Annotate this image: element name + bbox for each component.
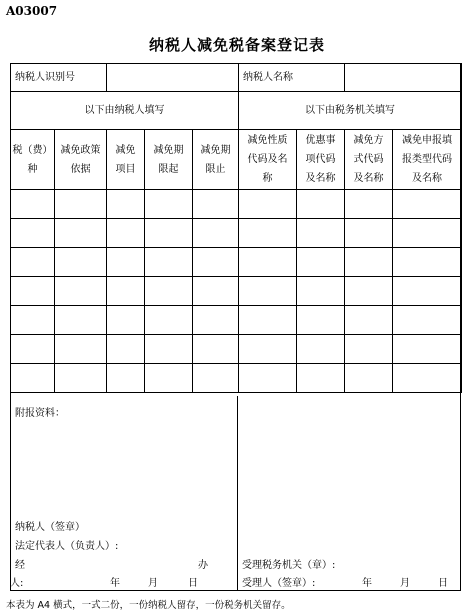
cell-input[interactable] [193,219,239,248]
taxpayer-id-field[interactable] [107,64,239,92]
footnote: 本表为 A4 横式，一式二份，一份纳税人留存，一份税务机关留存。 [6,600,291,611]
cell-input[interactable] [11,219,55,248]
col-method-code: 减免方 式代码 及名称 [345,130,393,190]
cell-input[interactable] [297,306,345,335]
cell-input[interactable] [107,335,145,364]
form-title: 纳税人减免税备案登记表 [148,36,325,54]
cell-input[interactable] [11,190,55,219]
cell-input[interactable] [393,190,462,219]
registration-table [10,63,462,393]
cell-input[interactable] [193,277,239,306]
col-declaration-type-code: 减免申报填 报类型代码 及名称 [393,130,462,190]
cell-input[interactable] [393,277,462,306]
cell-input[interactable] [239,248,297,277]
cell-input[interactable] [55,306,107,335]
legal-rep-label: 法定代表人（负责人）: [15,541,119,552]
cell-input[interactable] [239,190,297,219]
col-period-end: 减免期 限止 [193,130,239,190]
attachments-label: 附报资料： [15,408,65,419]
cell-input[interactable] [11,364,55,393]
cell-input[interactable] [239,335,297,364]
cell-input[interactable] [107,364,145,393]
cell-input[interactable] [297,248,345,277]
office-day: 日 [438,578,448,589]
office-year: 年 [362,578,372,589]
cell-input[interactable] [345,219,393,248]
cell-input[interactable] [145,335,193,364]
taxpayer-year: 年 [110,578,120,589]
cell-input[interactable] [345,364,393,393]
cell-input[interactable] [193,306,239,335]
cell-input[interactable] [393,219,462,248]
col-reduction-item: 减免 项目 [107,130,145,190]
taxpayer-day: 日 [188,578,198,589]
cell-input[interactable] [193,190,239,219]
cell-input[interactable] [11,335,55,364]
cell-input[interactable] [145,306,193,335]
col-policy-basis: 减免政策 依据 [55,130,107,190]
cell-input[interactable] [297,335,345,364]
cell-input[interactable] [145,190,193,219]
cell-input[interactable] [193,335,239,364]
cell-input[interactable] [193,248,239,277]
cell-input[interactable] [239,277,297,306]
cell-input[interactable] [11,248,55,277]
form-code: A03007 [6,4,58,18]
col-period-start: 减免期 限起 [145,130,193,190]
cell-input[interactable] [239,364,297,393]
cell-input[interactable] [107,219,145,248]
cell-input[interactable] [11,277,55,306]
handler-label-end: 办 [198,560,208,571]
cell-input[interactable] [393,248,462,277]
cell-input[interactable] [107,248,145,277]
cell-input[interactable] [297,364,345,393]
section-taxpayer-fill: 以下由纳税人填写 [11,92,239,130]
cell-input[interactable] [55,190,107,219]
cell-input[interactable] [297,190,345,219]
handler-label-start: 经 [15,560,25,571]
table-row [11,277,462,306]
cell-input[interactable] [393,306,462,335]
receiver-label: 受理人（签章）: [242,578,316,589]
cell-input[interactable] [239,306,297,335]
col-preference-code: 优惠事 项代码 及名称 [297,130,345,190]
cell-input[interactable] [11,306,55,335]
handler-label-cont: 人: [10,578,24,589]
cell-input[interactable] [55,364,107,393]
cell-input[interactable] [345,277,393,306]
cell-input[interactable] [345,248,393,277]
cell-input[interactable] [393,364,462,393]
cell-input[interactable] [107,306,145,335]
taxpayer-signature-area [10,396,238,591]
cell-input[interactable] [145,219,193,248]
cell-input[interactable] [145,277,193,306]
table-row [11,248,462,277]
cell-input[interactable] [145,364,193,393]
cell-input[interactable] [297,277,345,306]
table-row [11,190,462,219]
col-tax-type: 税（费） 种 [11,130,55,190]
tax-office-seal-label: 受理税务机关（章）: [242,560,336,571]
cell-input[interactable] [107,190,145,219]
cell-input[interactable] [145,248,193,277]
cell-input[interactable] [393,335,462,364]
cell-input[interactable] [297,219,345,248]
cell-input[interactable] [345,190,393,219]
cell-input[interactable] [55,248,107,277]
col-nature-code: 减免性质 代码及名 称 [239,130,297,190]
tax-office-signature-area [238,396,461,591]
taxpayer-name-field[interactable] [345,64,462,92]
taxpayer-seal-label: 纳税人（签章） [15,522,85,533]
table-row [11,306,462,335]
section-tax-office-fill: 以下由税务机关填写 [239,92,462,130]
cell-input[interactable] [55,277,107,306]
cell-input[interactable] [193,364,239,393]
office-month: 月 [400,578,410,589]
table-row [11,364,462,393]
cell-input[interactable] [107,277,145,306]
cell-input[interactable] [345,306,393,335]
cell-input[interactable] [345,335,393,364]
cell-input[interactable] [55,219,107,248]
cell-input[interactable] [239,219,297,248]
table-row [11,335,462,364]
table-row [11,219,462,248]
taxpayer-name-label: 纳税人名称 [239,64,345,92]
taxpayer-month: 月 [148,578,158,589]
cell-input[interactable] [55,335,107,364]
taxpayer-id-label: 纳税人识别号 [11,64,107,92]
